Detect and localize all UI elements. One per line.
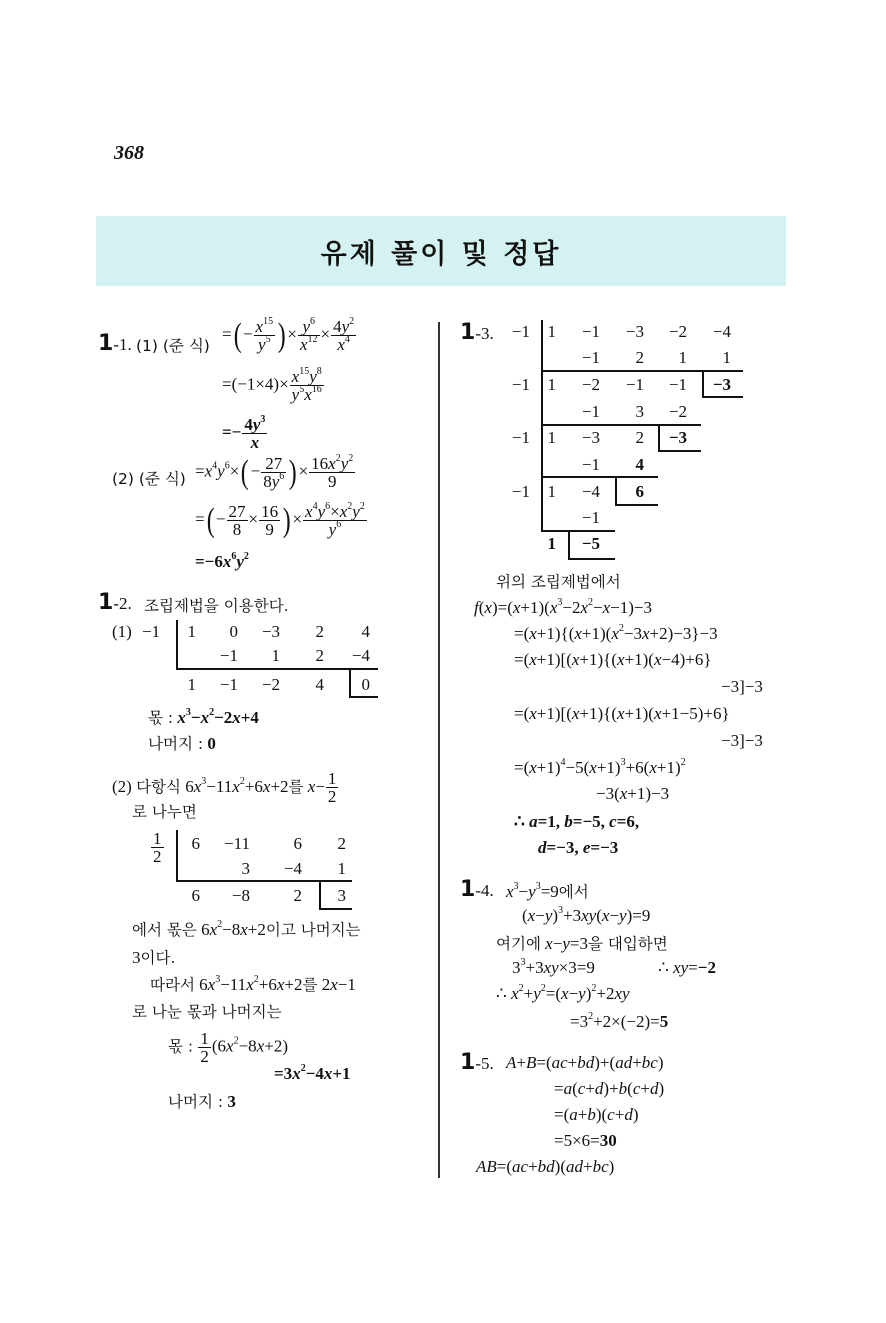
p1-1-part1-label: (1) (준 식) [136, 337, 210, 355]
p1-3-answer-line2: d=−3, e=−3 [538, 838, 619, 857]
p1-1-part2-line2: =(− $\frac{27}{8}$ × $\frac{16}{9}$ )× $\frac{x^4y^6\times x^2y^2}{y^6}$ [195, 501, 365, 539]
p1-5-line5: AB=(ac+bd)(ad+bc) [476, 1157, 615, 1176]
p1-4-line4: $3^3+3xy\times 3=9$ [512, 957, 595, 977]
problem-label-1-4: 1-4. [460, 877, 494, 902]
p1-2-part1-divisor: −1 [142, 622, 161, 641]
p1-4-line6: $=3^2+2\times(-2)=5$ [570, 1011, 669, 1031]
problem-label-1-3: 1-3. [460, 320, 494, 345]
p1-3-line8: −3(x+1)−3 [596, 784, 670, 803]
synthetic-division-1-2-1: 1 0 −3 2 4 −1 1 2 −4 1 −1 −2 4 0 [176, 620, 381, 700]
p1-2-part1-quotient: 몫 : $x^3-x^2-2x+4$ [148, 707, 259, 727]
p1-3-line7: $=(x+1)^4-5(x+1)^3+6(x+1)^2$ [514, 757, 686, 777]
p1-5-line3: =(a+b)(c+d) [554, 1105, 639, 1124]
p1-5-line2: =a(c+d)+b(c+d) [554, 1079, 665, 1098]
p1-3-line6: −3]−3 [721, 731, 763, 750]
p1-2-part1-label: (1) [112, 622, 132, 641]
p1-4-line3: 여기에 x−y=3을 대입하면 [496, 934, 668, 953]
p1-4-line1: $x^3-y^3=9$에서 [506, 881, 589, 901]
p1-2-part2-quotient-line1: 몫 : $\frac{1}{2}$ $(6x^2-8x+2)$ [168, 1029, 288, 1066]
problem-label-1-5: 1-5. [460, 1050, 494, 1075]
p1-4-line5: ∴ $x^2+y^2=(x-y)^2+2xy$ [496, 983, 630, 1003]
synthetic-division-1-3: −1 1 −1 −3 −2 −4 −1 2 1 1 −1 1 −2 −1 −1 −3 −1 3 −2 −1 1 −3 2 −3 −1 4 −1 1 −4 6 −1 1 −5 [500, 320, 760, 560]
p1-2-part2-text6: 로 나눈 몫과 나머지는 [132, 1003, 282, 1021]
p1-1-part2-line1: $=x^4y^6\times(-$ $\frac{27}{8y^6}$ )× $\frac{16x^2y^2}{9}$ [195, 453, 354, 491]
p1-1-part1-line2: =(−1×4)× $\frac{x^{15}y^8}{y^5x^{16}}$ [222, 366, 322, 404]
p1-2-intro: 조립제법을 이용한다. [144, 597, 289, 615]
p1-5-line4: =5×6=30 [554, 1131, 617, 1150]
p1-4-line4b: ∴ xy=−2 [658, 958, 716, 977]
p1-3-intro: 위의 조립제법에서 [496, 573, 621, 591]
p1-3-line4: −3]−3 [721, 677, 763, 696]
p1-3-line2: $=(x+1)\{(x+1)(x^2-3x+2)-3\}-3$ [514, 623, 718, 643]
p1-2-part2-text1: (2) 다항식 $6x^3-11x^2+6x+2$를 x− $\frac{1}{2}$ [112, 769, 337, 806]
p1-1-part1-line3: =− $\frac{4y^3}{x}$ [222, 414, 266, 452]
p1-2-part2-divisor: $\frac{1}{2}$ [153, 829, 162, 866]
p1-3-answer-line1: ∴ a=1, b=−5, c=6, [514, 812, 640, 831]
p1-2-part2-text3: 에서 몫은 $6x^2-8x+2$이고 나머지는 [132, 919, 361, 939]
column-divider [438, 322, 440, 1178]
section-header-band [96, 216, 786, 286]
problem-label-1-1: 1-1. [98, 331, 132, 356]
p1-4-line2: $(x-y)^3+3xy(x-y)=9$ [522, 905, 651, 925]
p1-2-part2-remainder: 나머지 : 3 [168, 1092, 236, 1111]
p1-5-line1: A+B=(ac+bd)+(ad+bc) [506, 1053, 664, 1072]
p1-3-line1: $f(x)=(x+1)(x^3-2x^2-x-1)-3$ [474, 597, 653, 617]
p1-1-part1-line1: =(− $\frac{x^{15}}{y^5}$ )× $\frac{y^6}{x^{12}}$ × $\frac{4y^2}{x^4}$ [222, 316, 355, 354]
synthetic-division-1-2-2: 6 −11 6 2 3 −4 1 6 −8 2 3 [176, 830, 356, 910]
page-number: 368 [114, 142, 144, 164]
p1-2-part2-text5: 따라서 $6x^3-11x^2+6x+2$를 2x−1 [150, 974, 356, 994]
p1-2-part1-remainder: 나머지 : 0 [148, 734, 216, 753]
p1-3-line5: =(x+1)[(x+1){(x+1)(x+1−5)+6} [514, 704, 730, 723]
p1-1-part2-label: (2) (준 식) [112, 470, 186, 488]
section-title: 유제 풀이 및 정답 [320, 239, 562, 270]
p1-1-part2-line3: $=-6x^6y^2$ [195, 551, 249, 571]
p1-2-part2-text4: 3이다. [132, 948, 176, 967]
p1-2-part2-text2: 로 나누면 [132, 803, 197, 821]
p1-3-line3: =(x+1)[(x+1){(x+1)(x−4)+6} [514, 650, 712, 669]
p1-2-part2-quotient-line2: $=3x^2-4x+1$ [274, 1063, 351, 1083]
problem-label-1-2: 1-2. [98, 590, 132, 615]
